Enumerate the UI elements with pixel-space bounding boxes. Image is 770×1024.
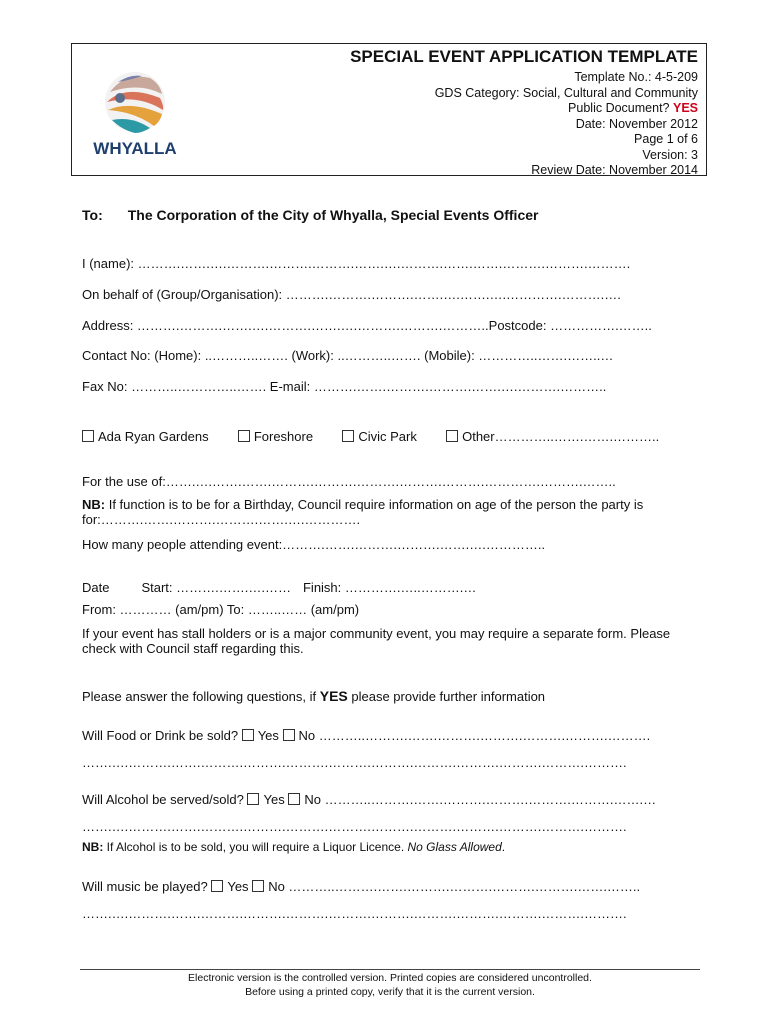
document-date: Date: November 2012: [575, 116, 698, 131]
logo-wordmark: WHYALLA: [93, 139, 177, 158]
food-details-field[interactable]: ………..……….…….……….……….……….……….……….: [315, 728, 651, 743]
gds-category: GDS Category: Social, Cultural and Community: [434, 85, 698, 100]
foreshore-checkbox[interactable]: [238, 430, 250, 442]
music-details-field[interactable]: ………..……….…….……….……….……….……….…….……..: [284, 879, 641, 894]
footer-line-1: Electronic version is the controlled version. Printed copies are considered uncontrolled.: [188, 972, 592, 984]
footer: [80, 972, 700, 999]
to-line: [82, 207, 538, 223]
alcohol-details-field[interactable]: ………..……….…….……….……….……….……….…….…: [320, 792, 657, 807]
public-document-label: Public Document?: [568, 101, 670, 115]
foreshore-label: Foreshore: [253, 429, 314, 444]
intro-yes: YES: [319, 688, 348, 704]
stall-holder-notice: If your event has stall holders or is a major community event, you may require a separate form. Please check with Council staff regarding this.: [82, 626, 671, 656]
civic-park-checkbox[interactable]: [342, 430, 354, 442]
attendance-field[interactable]: How many people attending event:……….…….……….……….…….….…………..: [82, 537, 546, 552]
alcohol-yes-checkbox[interactable]: [247, 793, 259, 805]
logo-emblem-icon: [105, 72, 165, 133]
civic-park-label: Civic Park: [358, 429, 417, 444]
music-question: [82, 879, 640, 894]
questions-intro: [82, 688, 545, 704]
alcohol-nb-label: NB:: [82, 840, 104, 854]
for-use-field[interactable]: For the use of:…….….…….…….……….……….……….……….……….………….……….……..: [82, 474, 616, 489]
alcohol-details-line2[interactable]: …….….……….…….……….……….……….……….……….……….……….……….……….……….: [82, 819, 627, 834]
contact-field[interactable]: Contact No: (Home): ..………..……. (Work): ..………..……. (Mobile): …………..…….……..…: [82, 348, 614, 363]
to-recipient: The Corporation of the City of Whyalla, Special Events Officer: [127, 207, 539, 223]
food-details-line2[interactable]: …….….……….…….……….……….……….……….……….……….……….……….……….……….: [82, 755, 627, 770]
fax-email-field[interactable]: Fax No: ………..…………..……. E-mail: ……….…….……….……….…….….……….………..: [82, 379, 607, 394]
public-document: [350, 101, 698, 117]
finish-date-field[interactable]: Finish: ………….…..……….…: [302, 580, 477, 595]
alcohol-question: [82, 792, 656, 807]
address-field[interactable]: Address: ……….……….…….….……….…….….……….……….………..Postcode: …………….……..: [82, 318, 652, 333]
other-venue-checkbox[interactable]: [446, 430, 458, 442]
nb-text: If function is to be for a Birthday, Council require information on age of the person the party is for:……….…….……….……….…….….………….: [82, 497, 644, 527]
food-question: [82, 728, 650, 743]
review-date: Review Date: November 2014: [531, 163, 698, 177]
venue-options: [82, 429, 659, 444]
to-label: To:: [82, 207, 103, 223]
page-number: Page 1 of 6: [634, 132, 698, 146]
date-row: [82, 580, 476, 595]
footer-divider: [80, 969, 700, 970]
nb-label: NB:: [82, 497, 106, 512]
music-no-checkbox[interactable]: [252, 880, 264, 892]
organisation-field[interactable]: On behalf of (Group/Organisation): ……….……….……….…….….…….….………….……….….: [82, 287, 621, 302]
version: Version: 3: [642, 147, 698, 162]
ada-ryan-checkbox[interactable]: [82, 430, 94, 442]
music-yes-label: Yes: [227, 879, 249, 894]
food-no-checkbox[interactable]: [283, 729, 295, 741]
page-title: SPECIAL EVENT APPLICATION TEMPLATE: [350, 47, 698, 66]
whyalla-logo: [80, 62, 190, 162]
alcohol-nb-end: .: [501, 840, 506, 854]
document-header: [71, 43, 707, 176]
date-label: Date: [82, 580, 110, 595]
birthday-note: [82, 497, 702, 527]
ada-ryan-label: Ada Ryan Gardens: [98, 429, 209, 444]
public-document-value: YES: [672, 101, 698, 115]
alcohol-nb-text: If Alcohol is to be sold, you will require a Liquor Licence.: [103, 840, 408, 854]
food-yes-checkbox[interactable]: [242, 729, 254, 741]
alcohol-question-label: Will Alcohol be served/sold?: [82, 792, 244, 807]
intro-text: Please answer the following questions, if: [82, 689, 320, 704]
time-field[interactable]: From: ………… (am/pm) To: ……..…… (am/pm): [82, 602, 360, 617]
food-yes-label: Yes: [257, 728, 279, 743]
no-glass-text: No Glass Allowed: [407, 840, 502, 854]
food-no-label: No: [298, 728, 316, 743]
liquor-licence-note: [82, 840, 505, 854]
intro-text-end: please provide further information: [347, 689, 546, 704]
music-yes-checkbox[interactable]: [211, 880, 223, 892]
other-venue-field[interactable]: Other…………..…….…….………..: [462, 429, 660, 444]
start-date-field[interactable]: Start: ……….…….….……: [141, 580, 291, 595]
name-field[interactable]: I (name): ……….…….….……….……….……….…….….……….…….…….……….……….……….: [82, 256, 631, 271]
alcohol-no-label: No: [304, 792, 321, 807]
template-number: Template No.: 4-5-209: [574, 70, 698, 84]
music-details-line2[interactable]: …….….……….…….……….……….……….……….……….……….……….……….……….……….: [82, 906, 627, 921]
food-question-label: Will Food or Drink be sold?: [82, 728, 239, 743]
alcohol-no-checkbox[interactable]: [288, 793, 300, 805]
alcohol-yes-label: Yes: [263, 792, 285, 807]
footer-line-2: Before using a printed copy, verify that it is the current version.: [245, 985, 535, 998]
music-question-label: Will music be played?: [82, 879, 208, 894]
header-meta: [350, 46, 698, 179]
music-no-label: No: [268, 879, 285, 894]
